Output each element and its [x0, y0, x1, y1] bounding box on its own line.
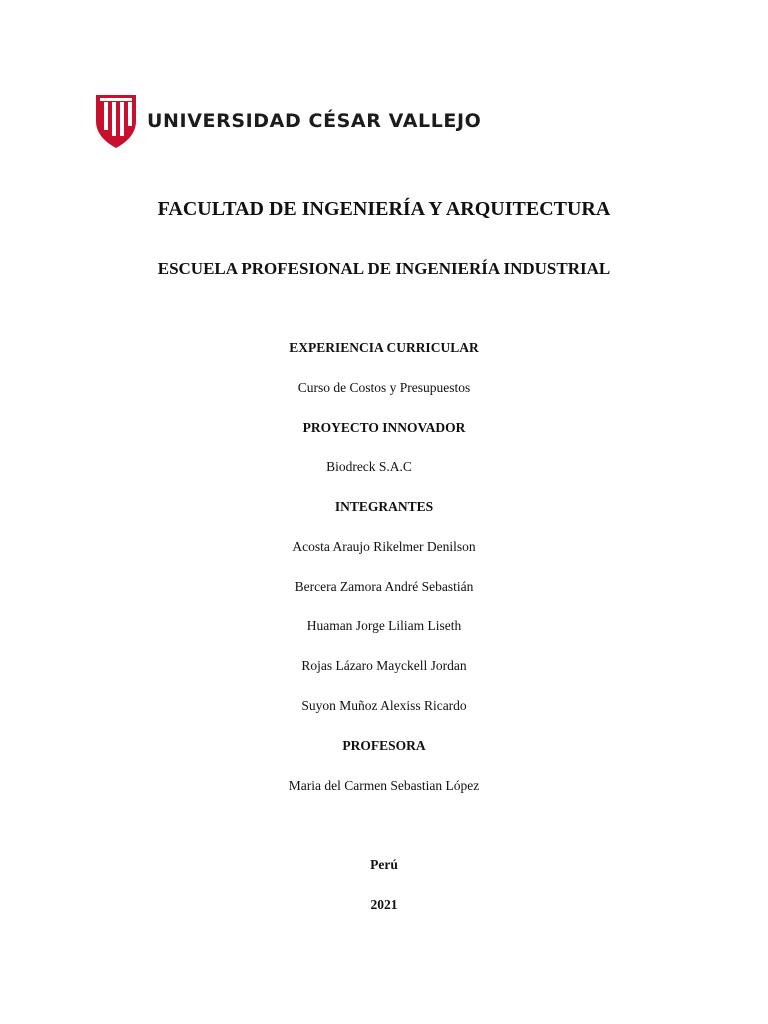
professor-heading: PROFESORA: [342, 738, 426, 753]
professor-name: Maria del Carmen Sebastian López: [288, 778, 480, 793]
year: 2021: [370, 897, 398, 912]
member-name: Huaman Jorge Liliam Liseth: [306, 618, 462, 633]
project-heading: PROYECTO INNOVADOR: [302, 420, 466, 435]
university-name: UNIVERSIDAD CÉSAR VALLEJO: [147, 110, 482, 132]
member-name: Bercera Zamora André Sebastián: [294, 579, 474, 594]
faculty-title: FACULTAD DE INGENIERÍA Y ARQUITECTURA: [157, 198, 611, 220]
member-name: Rojas Lázaro Mayckell Jordan: [301, 658, 467, 673]
university-logo: [95, 92, 481, 150]
member-name: Acosta Araujo Rikelmer Denilson: [292, 539, 476, 554]
country: Perú: [370, 857, 398, 872]
course-name: Curso de Costos y Presupuestos: [297, 380, 471, 395]
member-name: Suyon Muñoz Alexiss Ricardo: [301, 698, 467, 713]
members-heading: INTEGRANTES: [334, 499, 434, 514]
project-name: Biodreck S.A.C: [326, 459, 412, 474]
school-title: ESCUELA PROFESIONAL DE INGENIERÍA INDUSTRIAL: [157, 259, 611, 278]
curricular-heading: EXPERIENCIA CURRICULAR: [289, 340, 479, 355]
ucv-shield-icon: [95, 93, 137, 149]
